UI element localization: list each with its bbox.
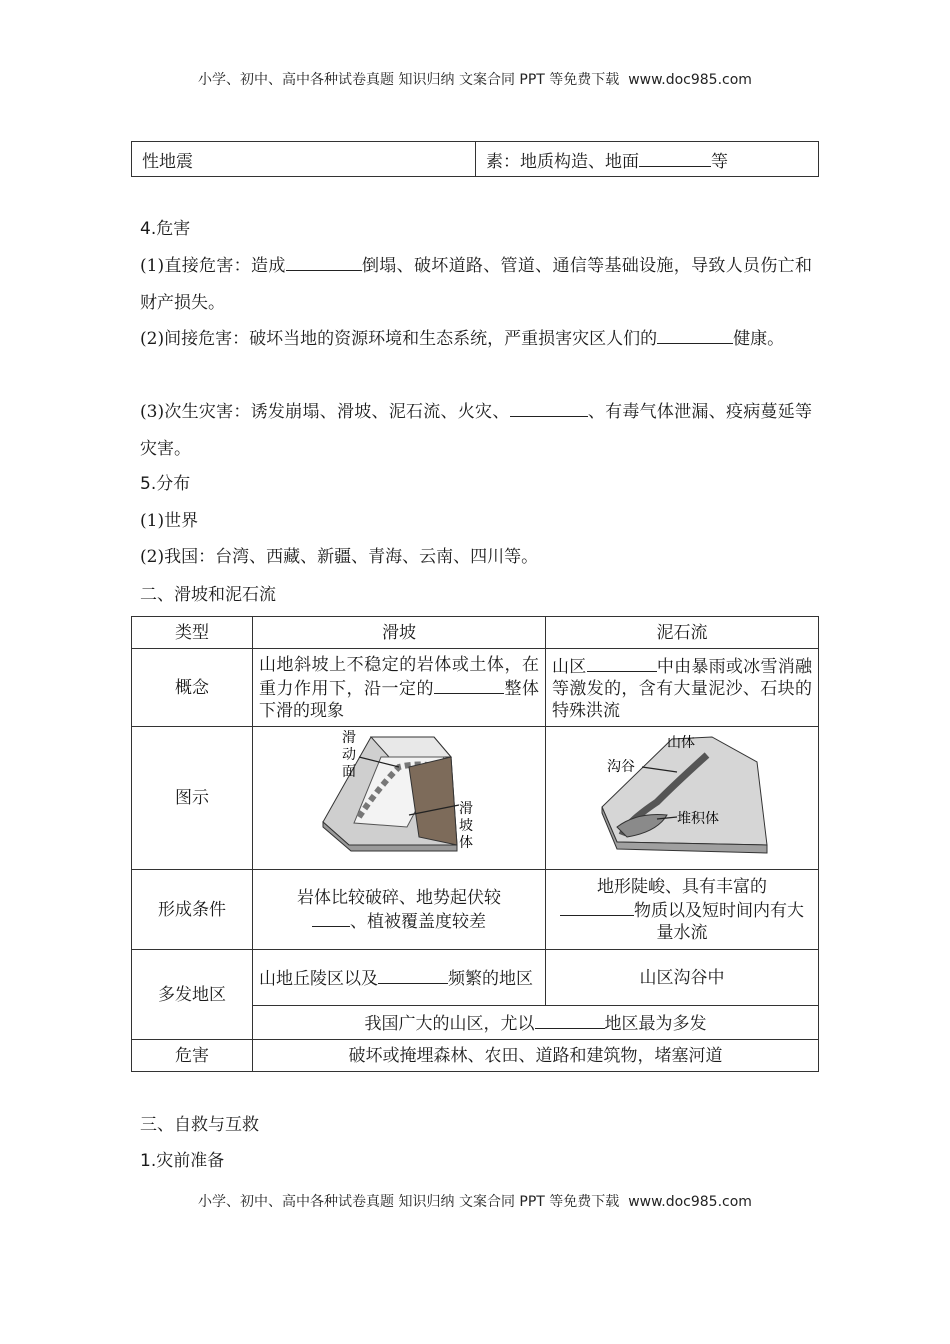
hazard-indirect: (2)间接危害：破坏当地的资源环境和生态系统，严重损害灾区人们的 健康。 <box>140 321 812 358</box>
label-harm: 危害 <box>132 1040 253 1072</box>
header-debris-flow: 泥石流 <box>546 617 819 649</box>
page-footer: 小学、初中、高中各种试卷真题 知识归纳 文案合同 PPT 等免费下载 www.doc985.com <box>198 1194 752 1210</box>
page-header: 小学、初中、高中各种试卷真题 知识归纳 文案合同 PPT 等免费下载 www.doc985.com <box>198 72 752 88</box>
earthquake-table-continuation <box>131 141 819 177</box>
distribution-heading: 5.分布 <box>140 474 191 494</box>
common-areas: 我国广大的山区，尤以 地区最为多发 <box>253 1006 819 1040</box>
label-conditions: 形成条件 <box>132 870 253 950</box>
label-diagram: 图示 <box>132 727 253 870</box>
debris-areas: 山区沟谷中 <box>546 950 819 1006</box>
label-gully: 沟谷 <box>607 759 635 775</box>
distribution-world: (1)世界 <box>140 511 199 531</box>
landslide-diagram <box>253 727 546 870</box>
harm-text: 破坏或掩埋森林、农田、道路和建筑物，堵塞河道 <box>253 1040 819 1072</box>
fill-blank <box>639 149 711 167</box>
cell-earthquake-factors: 素：地质构造、地面 等 <box>476 142 819 177</box>
landslide-conditions: 岩体比较破碎、地势起伏较 、植被覆盖度较差 <box>253 870 546 950</box>
label-landslide-body-1: 滑 <box>459 801 473 817</box>
fill-blank <box>535 1011 605 1029</box>
debris-flow-illustration <box>547 727 817 863</box>
distribution-china: (2)我国：台湾、西藏、新疆、青海、云南、四川等。 <box>140 547 539 567</box>
label-mountain: 山体 <box>667 735 695 751</box>
header-landslide: 滑坡 <box>253 617 546 649</box>
fill-blank <box>434 676 504 694</box>
cell-earthquake-type: 性地震 <box>132 142 476 177</box>
label-slip-surface-3: 面 <box>342 764 356 780</box>
fill-blank <box>587 654 657 672</box>
landslide-debris-table <box>131 616 819 1072</box>
hazard-secondary: (3)次生灾害：诱发崩塌、滑坡、泥石流、火灾、 、有毒气体泄漏、疫病蔓延等灾害。 <box>140 394 812 468</box>
label-slip-surface-2: 动 <box>342 747 356 763</box>
label-landslide-body-3: 体 <box>459 835 473 851</box>
fill-blank <box>378 966 448 984</box>
label-areas: 多发地区 <box>132 950 253 1040</box>
section3-heading: 三、自救与互救 <box>140 1115 259 1135</box>
fill-blank <box>560 898 634 916</box>
label-concept: 概念 <box>132 649 253 727</box>
landslide-concept: 山地斜坡上不稳定的岩体或土体，在重力作用下，沿一定的 整体下滑的现象 <box>253 649 546 727</box>
header-type: 类型 <box>132 617 253 649</box>
fill-blank <box>657 326 733 344</box>
fill-blank <box>286 253 362 271</box>
fill-blank <box>312 909 350 927</box>
section2-heading: 二、滑坡和泥石流 <box>140 585 276 605</box>
debris-conditions: 地形陡峻、具有丰富的 物质以及短时间内有大量水流 <box>546 870 819 950</box>
debris-diagram <box>546 727 819 870</box>
label-deposit: 堆积体 <box>677 811 719 827</box>
debris-concept: 山区 中由暴雨或冰雪消融等激发的，含有大量泥沙、石块的特殊洪流 <box>546 649 819 727</box>
label-landslide-body-2: 坡 <box>459 818 473 834</box>
landslide-illustration <box>259 727 539 863</box>
label-slip-surface-1: 滑 <box>342 730 356 746</box>
landslide-areas: 山地丘陵区以及 频繁的地区 <box>253 950 546 1006</box>
hazard-direct: (1)直接危害：造成 倒塌、破坏道路、管道、通信等基础设施，导致人员伤亡和财产损失。 <box>140 248 812 322</box>
section3-sub: 1.灾前准备 <box>140 1151 225 1171</box>
fill-blank <box>510 399 588 417</box>
hazard-heading: 4.危害 <box>140 219 191 239</box>
